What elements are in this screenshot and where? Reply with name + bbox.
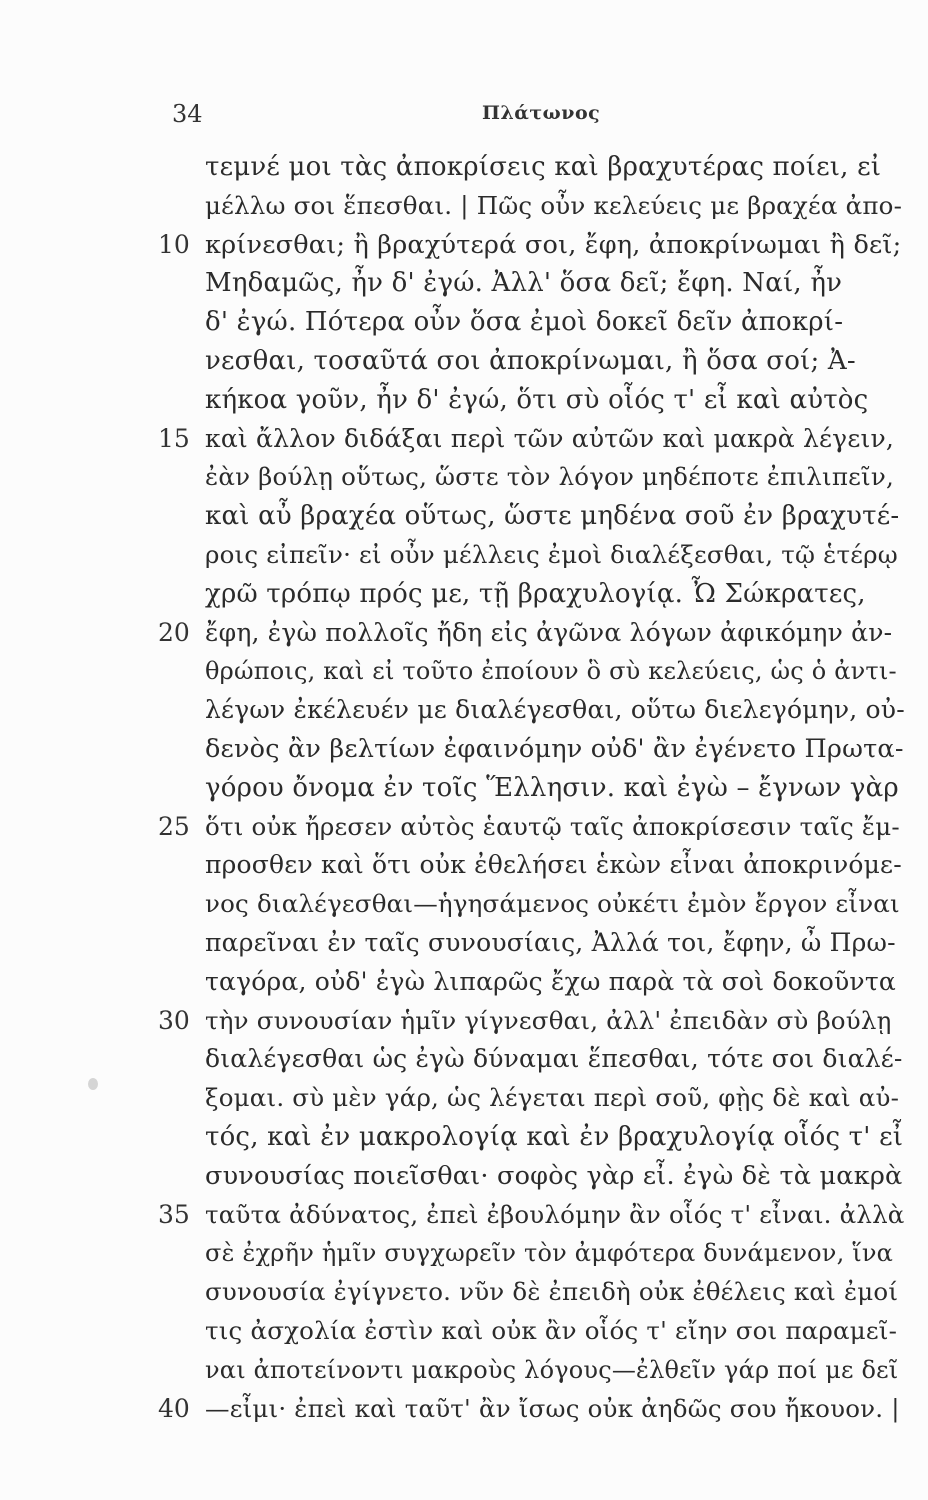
text-line (0, 1196, 928, 1235)
line-number: 25 (158, 811, 190, 841)
line-text: δενὸς ἂν βελτίων ἐφαινόμην οὐδ' ἂν ἐγένετο Πρωτα- (205, 733, 904, 764)
line-text: κρίνεσθαι; ἢ βραχύτερά σοι, ἔφη, ἀποκρίνωμαι ἢ δεῖ; (205, 229, 902, 260)
line-text: ἔφη, ἐγὼ πολλοῖς ἤδη εἰς ἀγῶνα λόγων ἀφικόμην ἀν- (205, 617, 893, 647)
text-line (0, 148, 928, 187)
text-line (0, 846, 928, 885)
line-text: καὶ αὖ βραχέα οὕτως, ὥστε μηδένα σοῦ ἐν βραχυτέ- (205, 501, 900, 532)
line-text: ναι ἀποτείνοντι μακροὺς λόγους—ἐλθεῖν γάρ ποί με δεῖ (205, 1355, 899, 1384)
line-number: 30 (158, 1005, 190, 1035)
line-text: ὅτι οὐκ ἤρεσεν αὐτὸς ἑαυτῷ ταῖς ἀποκρίσεσιν ταῖς ἔμ- (205, 811, 900, 841)
text-line (0, 1351, 928, 1390)
greek-text-body (0, 148, 928, 1428)
line-text: δ' ἐγώ. Πότερα οὖν ὅσα ἐμοὶ δοκεῖ δεῖν ἀποκρί- (205, 307, 844, 338)
line-number: 35 (158, 1199, 190, 1229)
line-text: τός, καὶ ἐν μακρολογίᾳ καὶ ἐν βραχυλογίᾳ οἷός τ' εἶ (205, 1121, 904, 1152)
line-text: ροις εἰπεῖν· εἰ οὖν μέλλεις ἐμοὶ διαλέξεσθαι, τῷ ἑτέρῳ (205, 539, 898, 569)
line-text: μέλλω σοι ἕπεσθαι. | Πῶς οὖν κελεύεις με βραχέα ἀπο- (205, 190, 903, 220)
line-number: 40 (158, 1393, 190, 1423)
text-line (0, 769, 928, 808)
line-text: σὲ ἐχρῆν ἡμῖν συγχωρεῖν τὸν ἀμφότερα δυνάμενον, ἵνα (205, 1239, 894, 1268)
line-text: χρῶ τρόπῳ πρός με, τῇ βραχυλογίᾳ. Ὦ Σώκρατες, (205, 578, 866, 609)
line-text: νεσθαι, τοσαῦτά σοι ἀποκρίνωμαι, ἢ ὅσα σοί; Ἀ- (205, 345, 856, 376)
line-text: τις ἀσχολία ἐστὶν καὶ οὐκ ἂν οἷός τ' εἴην σοι παραμεῖ- (205, 1315, 898, 1345)
line-text: λέγων ἐκέλευέν με διαλέγεσθαι, οὕτω διελεγόμην, οὐ- (205, 695, 905, 725)
text-line (0, 924, 928, 963)
text-line (0, 420, 928, 459)
text-line (0, 1040, 928, 1079)
line-text: τὴν συνουσίαν ἡμῖν γίγνεσθαι, ἀλλ' ἐπειδὰν σὺ βούλῃ (205, 1005, 892, 1035)
line-text: προσθεν καὶ ὅτι οὐκ ἐθελήσει ἑκὼν εἶναι ἀποκρινόμε- (205, 850, 902, 880)
text-line (0, 1002, 928, 1041)
text-line (0, 885, 928, 924)
line-text: τεμνέ μοι τὰς ἀποκρίσεις καὶ βραχυτέρας ποίει, εἰ (205, 152, 882, 182)
text-line (0, 963, 928, 1002)
text-line (0, 1079, 928, 1118)
line-text: νος διαλέγεσθαι—ἡγησάμενος οὐκέτι ἐμὸν ἔργον εἶναι (205, 889, 900, 919)
line-text: θρώποις, καὶ εἰ τοῦτο ἐποίουν ὃ σὺ κελεύεις, ὡς ὁ ἀντι- (205, 657, 897, 686)
text-line (0, 652, 928, 691)
text-line (0, 575, 928, 614)
text-line (0, 691, 928, 730)
line-text: διαλέγεσθαι ὡς ἐγὼ δύναμαι ἕπεσθαι, τότε σοι διαλέ- (205, 1044, 903, 1074)
line-text: ἐὰν βούλῃ οὕτως, ὥστε τὸν λόγον μηδέποτε ἐπιλιπεῖν, (205, 462, 894, 492)
page-header (0, 100, 928, 130)
text-line (0, 226, 928, 265)
text-line (0, 1118, 928, 1157)
line-number: 10 (158, 229, 190, 259)
text-line (0, 1312, 928, 1351)
text-line (0, 458, 928, 497)
line-text: ξομαι. σὺ μὲν γάρ, ὡς λέγεται περὶ σοῦ, φῂς δὲ καὶ αὐ- (205, 1083, 900, 1113)
line-text: κήκοα γοῦν, ἦν δ' ἐγώ, ὅτι σὺ οἷός τ' εἶ καὶ αὐτὸς (205, 384, 869, 415)
line-text: συνουσία ἐγίγνετο. νῦν δὲ ἐπειδὴ οὐκ ἐθέλεις καὶ ἐμοί (205, 1277, 899, 1307)
text-line (0, 1157, 928, 1196)
text-line (0, 187, 928, 226)
line-text: Μηδαμῶς, ἦν δ' ἐγώ. Ἀλλ' ὅσα δεῖ; ἔφη. Ναί, ἦν (205, 268, 843, 299)
text-line (0, 497, 928, 536)
text-line (0, 381, 928, 420)
line-text: ταγόρα, οὐδ' ἐγὼ λιπαρῶς ἔχω παρὰ τὰ σοὶ δοκοῦντα (205, 966, 896, 996)
ink-speck (88, 1078, 98, 1090)
line-number: 20 (158, 617, 190, 647)
text-line (0, 536, 928, 575)
line-text: γόρου ὄνομα ἐν τοῖς Ἕλλησιν. καὶ ἐγὼ – ἔγνων γὰρ (205, 772, 899, 803)
line-text: —εἶμι· ἐπεὶ καὶ ταῦτ' ἂν ἴσως οὐκ ἀηδῶς σου ἤκουον. | (205, 1393, 900, 1423)
text-line (0, 1390, 928, 1429)
text-line (0, 808, 928, 847)
text-line (0, 342, 928, 381)
running-title: Πλάτωνος (482, 102, 601, 124)
line-text: παρεῖναι ἐν ταῖς συνουσίαις, Ἀλλά τοι, ἔφην, ὦ Πρω- (205, 927, 896, 957)
line-number: 15 (158, 423, 190, 453)
text-line (0, 303, 928, 342)
text-line (0, 264, 928, 303)
line-text: συνουσίας ποιεῖσθαι· σοφὸς γὰρ εἶ. ἐγὼ δὲ τὰ μακρὰ (205, 1160, 903, 1191)
line-text: ταῦτα ἀδύνατος, ἐπεὶ ἐβουλόμην ἂν οἷός τ' εἶναι. ἀλλὰ (205, 1199, 905, 1229)
page-number: 34 (172, 100, 203, 128)
text-line (0, 1273, 928, 1312)
text-line (0, 1234, 928, 1273)
line-text: καὶ ἄλλον διδάξαι περὶ τῶν αὐτῶν καὶ μακρὰ λέγειν, (205, 423, 895, 453)
text-line (0, 730, 928, 769)
text-line (0, 614, 928, 653)
